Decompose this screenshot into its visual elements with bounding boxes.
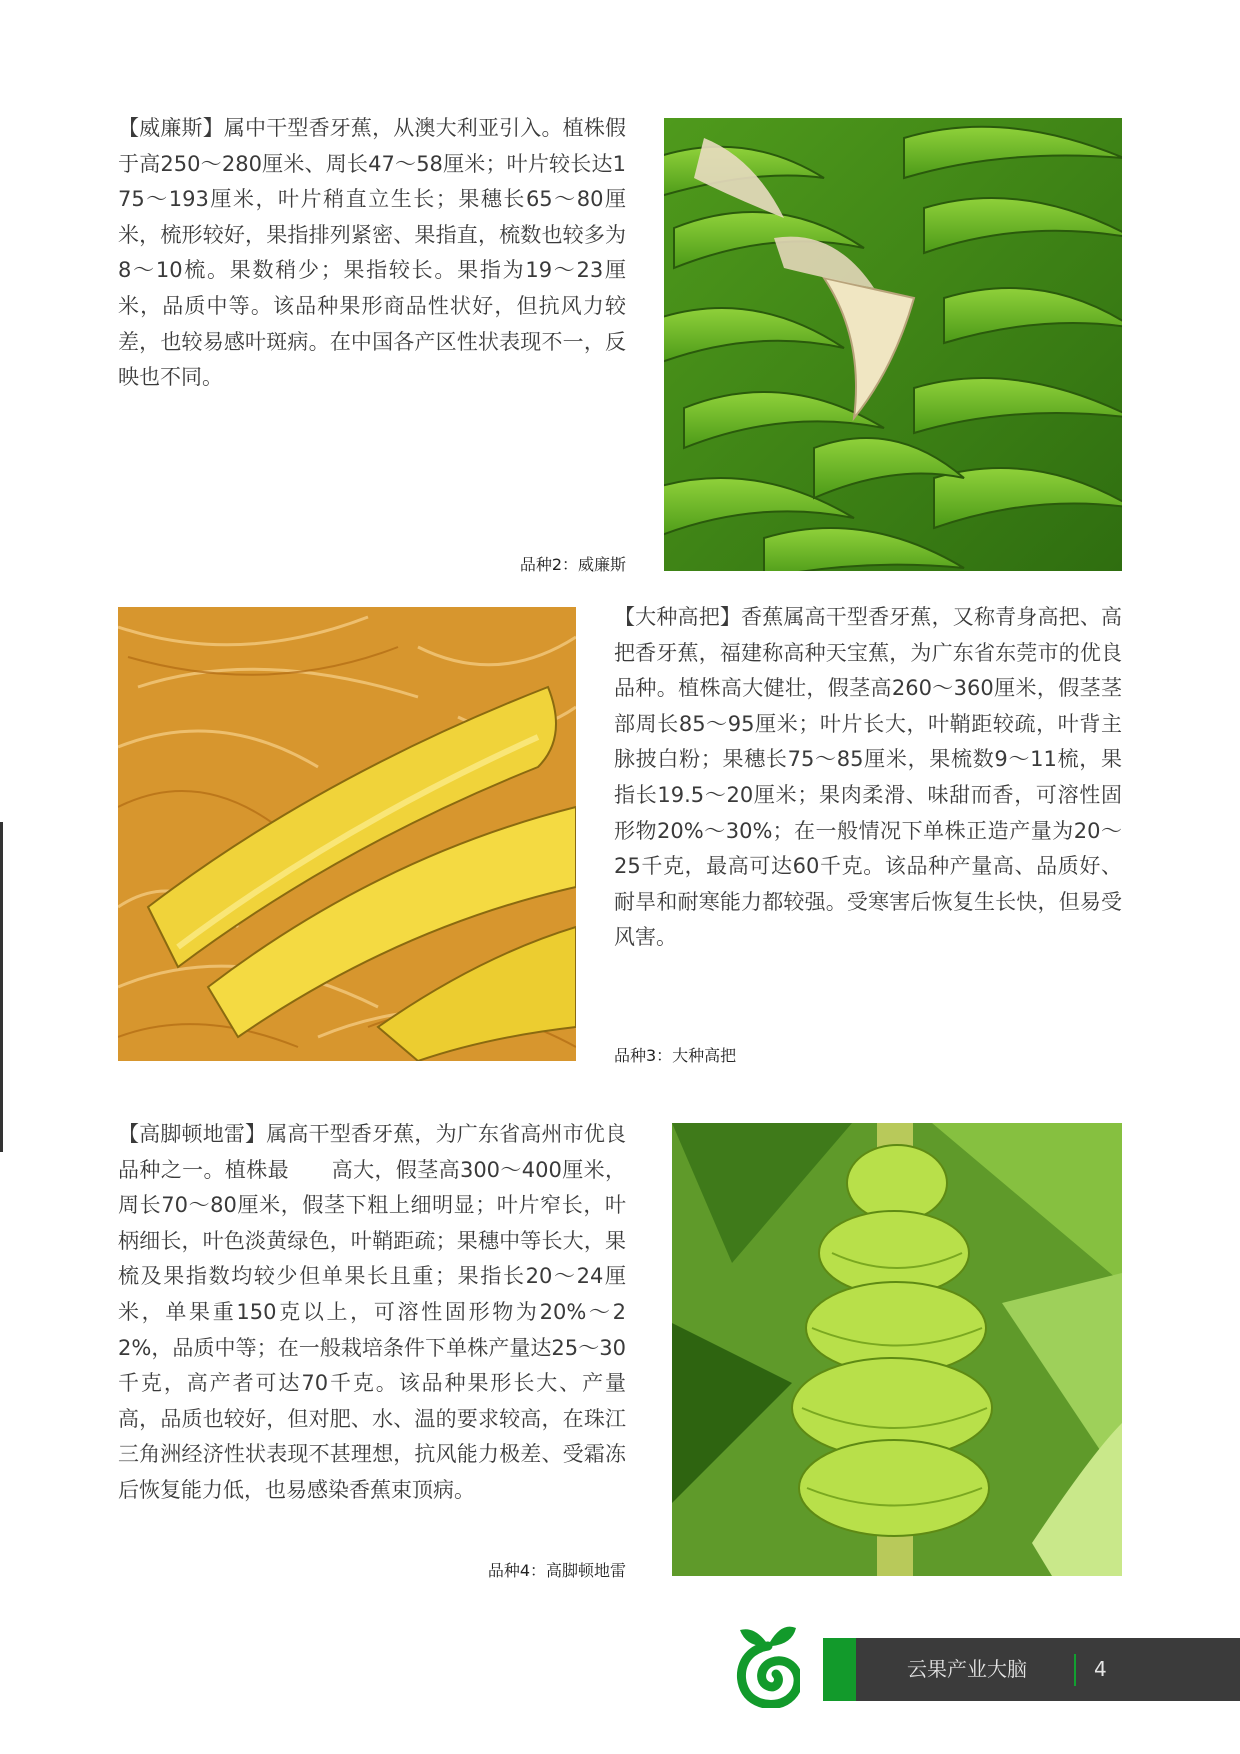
variety-description-gaojiao-dundilei: 【高脚顿地雷】属高干型香牙蕉，为广东省高州市优良品种之一。植株最 高大，假茎高300～400厘米，周长70～80厘米，假茎下粗上细明显；叶片窄长，叶柄细长，叶色淡黄绿色，叶鞘距疏；果穗中等长大，果梳及果指数均较少但单果长且重；果指长20～24厘米，单果重150克以上，可溶性固形物为20%～22%，品质中等；在一般栽培条件下单株产量达25～30千克，高产者可达70千克。该品种果形长大、产量高，品质也较好，但对肥、水、温的要求较高，在珠江三角洲经济性状表现不甚理想，抗风能力极差、受霜冻后恢复能力低，也易感染香蕉束顶病。 <box>118 1122 626 1502</box>
photo-williams-green-bananas <box>664 118 1122 571</box>
sprout-swirl-logo-icon <box>736 1620 800 1708</box>
photo-dazhong-gaoba-yellow-bananas <box>118 607 576 1061</box>
variety-description-williams: 【威廉斯】属中干型香牙蕉，从澳大利亚引入。植株假于高250～280厘米、周长47～58厘米；叶片较长达175～193厘米，叶片稍直立生长；果穗长65～80厘米，梳形较好，果指排列紧密、果指直，梳数也较多为8～10梳。果数稍少；果指较长。果指为19～23厘米，品质中等。该品种果形商品性状好，但抗风力较差，也较易感叶斑病。在中国各产区性状表现不一，反映也不同。 <box>118 116 626 390</box>
left-edge-rule <box>0 822 3 1152</box>
photo-gaojiao-dundilei-banana-tree <box>672 1123 1122 1576</box>
page-number: 4 <box>1094 1657 1107 1681</box>
footer-title: 云果产业大脑 <box>907 1657 1027 1681</box>
footer-divider <box>1074 1654 1076 1686</box>
variety-description-dazhong-gaoba: 【大种高把】香蕉属高干型香牙蕉，又称青身高把、高把香牙蕉，福建称高种天宝蕉，为广东省东莞市的优良品种。植株高大健壮，假茎高260～360厘米，假茎茎部周长85～95厘米；叶片长大，叶鞘距较疏，叶背主脉披白粉；果穗长75～85厘米，果梳数9～11梳，果指长19.5～20厘米；果肉柔滑、味甜而香，可溶性固形物20%～30%；在一般情况下单株正造产量为20～25千克，最高可达60千克。该品种产量高、品质好、耐旱和耐寒能力都较强。受寒害后恢复生长快，但易受风害。 <box>614 605 1122 950</box>
photo-caption-dazhong-gaoba: 品种3：大种高把 <box>614 1046 737 1065</box>
footer-accent-block <box>823 1638 856 1701</box>
photo-caption-gaojiao-dundilei: 品种4：高脚顿地雷 <box>487 1561 626 1580</box>
footer-bar <box>823 1638 1240 1701</box>
photo-caption-williams: 品种2：威廉斯 <box>519 555 626 574</box>
